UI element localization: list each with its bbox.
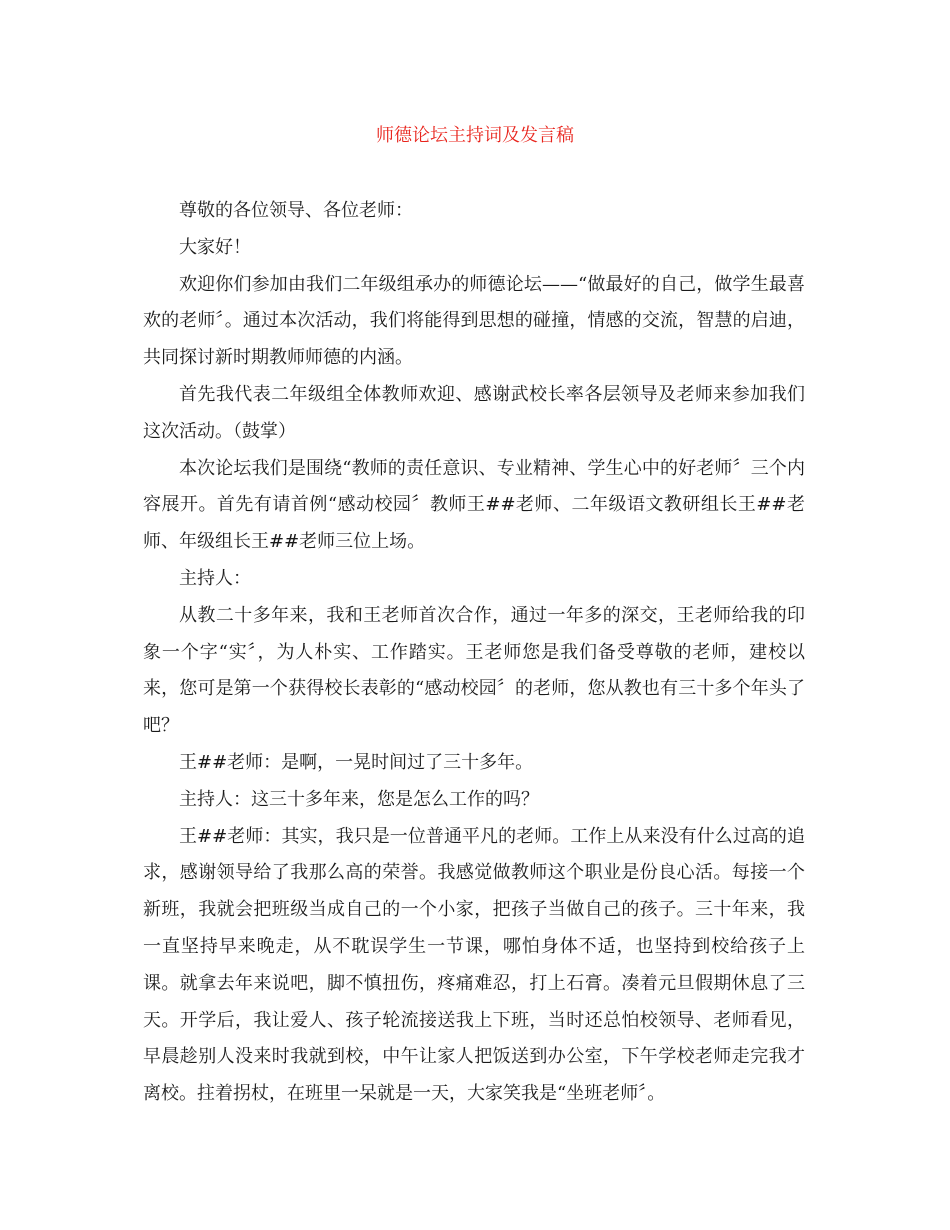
paragraph-salutation: 尊敬的各位领导、各位老师： [179, 200, 413, 221]
paragraph-thanks: 首先我代表二年级组全体教师欢迎、感谢武校长率各层领导及老师来参加我们这次活动。（鼓掌） [143, 383, 805, 442]
paragraph-host-intro: 从教二十多年来，我和王老师首次合作，通过一年多的深交，王老师给我的印象一个字“实〞，为人朴实、工作踏实。王老师您是我们备受尊敬的老师，建校以来，您可是第一个获得校长表彰的“感动校园〞的老师，您从教也有三十多个年头了吧？ [143, 604, 805, 737]
paragraph-theme: 本次论坛我们是围绕“教师的责任意识、专业精神、学生心中的好老师〞三个内容展开。首先有请首例“感动校园〞教师王##老师、二年级语文教研组长王##老师、年级组长王##老师三位上场。 [143, 457, 805, 553]
paragraph-host-question: 主持人：这三十多年来，您是怎么工作的吗？ [179, 788, 539, 810]
paragraph-wang-story: 王##老师：其实，我只是一位普通平凡的老师。工作上从来没有什么过高的追求，感谢领导给了我那么高的荣誉。我感觉做教师这个职业是份良心活。每接一个新班，我就会把班级当成自己的一个小家，把孩子当做自己的孩子。三十年来，我一直坚持早来晚走，从不耽误学生一节课，哪怕身体不适，也坚持到校给孩子上课。就拿去年来说吧，脚不慎扭伤，疼痛难忍，打上石膏。凑着元旦假期休息了三天。开学后，我让爱人、孩子轮流接送我上下班，当时还总怕校领导、老师看见，早晨趁别人没来时我就到校，中午让家人把饭送到办公室，下午学校老师走完我才离校。拄着拐杖，在班里一呆就是一天，大家笑我是“坐班老师〞。 [143, 825, 805, 1105]
paragraph-host-label: 主持人： [179, 567, 251, 589]
document-body [143, 193, 805, 1113]
document-title: 师德论坛主持词及发言稿 [376, 125, 574, 146]
paragraph-wang-reply: 王##老师：是啊，一晃时间过了三十多年。 [179, 751, 534, 773]
paragraph-greeting: 大家好！ [179, 236, 251, 258]
paragraph-welcome: 欢迎你们参加由我们二年级组承办的师德论坛——“做最好的自己，做学生最喜欢的老师〞。通过本次活动，我们将能得到思想的碰撞，情感的交流，智慧的启迪，共同探讨新时期教师师德的内涵。 [143, 273, 805, 369]
